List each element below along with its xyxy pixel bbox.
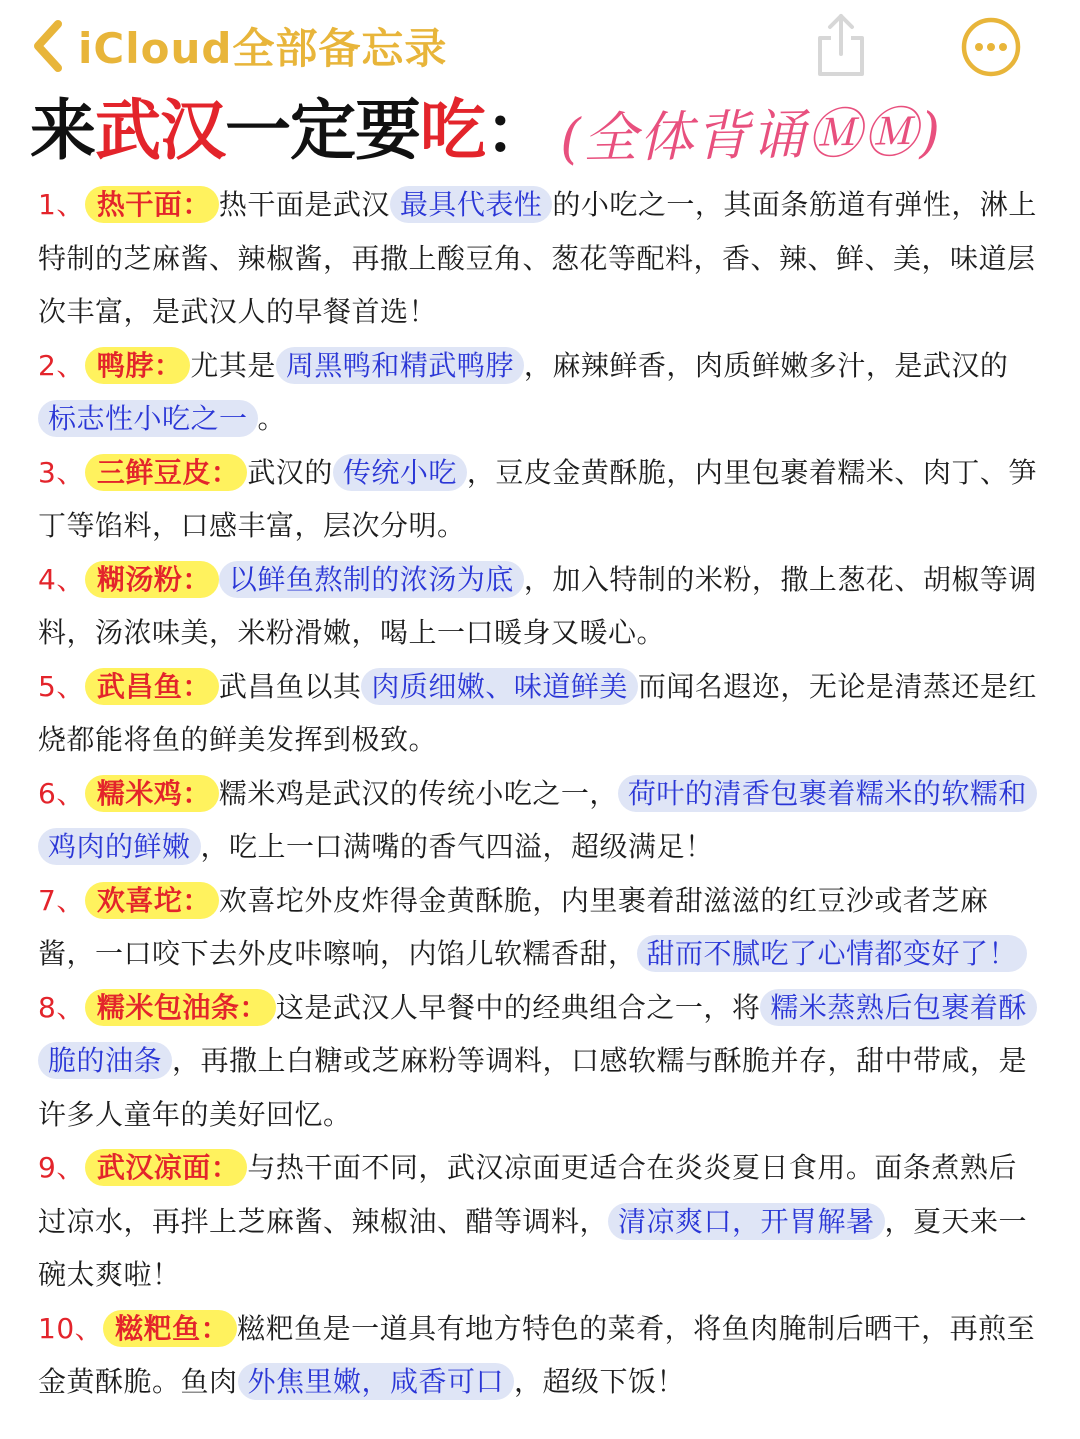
highlighted-phrase: 荷叶的清香包裹着糯米的软糯和鸡肉的鲜嫩 bbox=[38, 775, 1037, 866]
food-item bbox=[38, 339, 1038, 446]
food-item bbox=[38, 178, 1038, 339]
share-button[interactable] bbox=[812, 10, 870, 80]
highlighted-phrase: 最具代表性 bbox=[390, 186, 553, 223]
item-number: 5、 bbox=[38, 669, 85, 703]
description-text: ，加入特制的米粉，撒上葱花、胡椒等调料，汤浓味美，米粉滑嫩，喝上一口暖身又暖心。 bbox=[38, 562, 1037, 649]
description-text: 这是武汉人早餐中的经典组合之一，将 bbox=[275, 990, 761, 1024]
dish-name: 欢喜坨： bbox=[85, 882, 219, 919]
highlighted-phrase: 以鲜鱼熬制的浓汤为底 bbox=[219, 561, 524, 598]
dish-name: 糯米鸡： bbox=[85, 775, 219, 812]
food-item bbox=[38, 660, 1038, 767]
description-text: 而闻名遐迩，无论是清蒸还是红烧都能将鱼的鲜美发挥到极致。 bbox=[38, 669, 1037, 756]
description-text: 尤其是 bbox=[190, 348, 276, 382]
food-item bbox=[38, 1302, 1038, 1409]
description-text: 糯米鸡是武汉的传统小吃之一， bbox=[218, 776, 618, 810]
highlighted-phrase: 肉质细嫩、味道鲜美 bbox=[361, 668, 638, 705]
dish-name: 热干面： bbox=[85, 186, 219, 223]
item-number: 6、 bbox=[38, 776, 85, 810]
title-part: 一定要 bbox=[225, 92, 420, 169]
item-number: 3、 bbox=[38, 455, 85, 489]
food-item bbox=[38, 553, 1038, 660]
title-part: ： bbox=[485, 92, 550, 169]
title-highlight: 吃 bbox=[420, 92, 485, 169]
description-text: 。 bbox=[257, 402, 287, 435]
dish-name: 三鲜豆皮： bbox=[85, 454, 248, 491]
description-text: 糍粑鱼是一道具有地方特色的菜肴，将鱼肉腌制后晒干，再煎至金黄酥脆。鱼肉 bbox=[38, 1311, 1036, 1398]
description-text: 的小吃之一，其面条筋道有弹性，淋上特制的芝麻酱、辣椒酱，再撒上酸豆角、葱花等配料，香、辣、鲜、美，味道层次丰富，是武汉人的早餐首选！ bbox=[38, 188, 1037, 328]
item-number: 8、 bbox=[38, 990, 85, 1024]
highlighted-phrase: 传统小吃 bbox=[333, 454, 467, 491]
food-item bbox=[38, 981, 1038, 1142]
dish-name: 糯米包油条： bbox=[85, 989, 276, 1026]
dish-name: 糍粑鱼： bbox=[103, 1310, 237, 1347]
food-item bbox=[38, 446, 1038, 553]
description-text: 欢喜坨外皮炸得金黄酥脆，内里裹着甜滋滋的红豆沙或者芝麻酱，一口咬下去外皮咔嚓响，内馅儿软糯香甜， bbox=[38, 883, 989, 970]
dish-name: 武昌鱼： bbox=[85, 668, 219, 705]
dish-name: 武汉凉面： bbox=[85, 1149, 248, 1186]
highlighted-phrase: 标志性小吃之一 bbox=[38, 400, 258, 437]
title-handwritten-note: (全体背诵ⓂⓂ) bbox=[559, 100, 943, 170]
item-number: 2、 bbox=[38, 348, 85, 382]
title-part: 来 bbox=[30, 92, 95, 169]
note-title bbox=[30, 92, 942, 170]
highlighted-phrase: 糯米蒸熟后包裹着酥脆的油条 bbox=[38, 989, 1037, 1080]
description-text: 热干面是武汉 bbox=[218, 188, 390, 221]
item-number: 7、 bbox=[38, 883, 85, 917]
description-text: ，豆皮金黄酥脆，内里包裹着糯米、肉丁、笋丁等馅料，口感丰富，层次分明。 bbox=[38, 455, 1037, 542]
item-number: 4、 bbox=[38, 562, 85, 596]
food-item bbox=[38, 874, 1038, 981]
description-text: ，夏天来一碗太爽啦！ bbox=[38, 1204, 1028, 1291]
share-icon bbox=[812, 65, 870, 84]
more-button[interactable] bbox=[960, 16, 1022, 78]
highlighted-phrase: 外焦里嫩，咸香可口 bbox=[238, 1363, 515, 1400]
dish-name: 鸭脖： bbox=[85, 347, 191, 384]
description-text: ，超级下饭！ bbox=[514, 1365, 686, 1398]
title-highlight: 武汉 bbox=[95, 92, 225, 169]
description-text: ，再撒上白糖或芝麻粉等调料，口感软糯与酥脆并存，甜中带咸，是许多人童年的美好回忆。 bbox=[38, 1044, 1028, 1131]
note-body[interactable] bbox=[38, 178, 1038, 1409]
description-text: ，吃上一口满嘴的香气四溢，超级满足！ bbox=[200, 830, 714, 863]
food-item bbox=[38, 767, 1038, 874]
dish-name: 糊汤粉： bbox=[85, 561, 219, 598]
item-number: 1、 bbox=[38, 188, 85, 221]
more-icon bbox=[960, 63, 1022, 82]
description-text: 武昌鱼以其 bbox=[218, 669, 362, 703]
item-number: 9、 bbox=[38, 1151, 85, 1184]
description-text: 与热干面不同，武汉凉面更适合在炎炎夏日食用。面条煮熟后过凉水，再拌上芝麻酱、辣椒油、醋等调料， bbox=[38, 1151, 1017, 1238]
description-text: 武汉的 bbox=[247, 455, 333, 489]
highlighted-phrase: 周黑鸭和精武鸭脖 bbox=[276, 347, 524, 384]
back-button[interactable] bbox=[30, 14, 447, 78]
highlighted-phrase: 清凉爽口，开胃解暑 bbox=[608, 1203, 885, 1240]
description-text: ，麻辣鲜香，肉质鲜嫩多汁，是武汉的 bbox=[523, 348, 1009, 382]
chevron-left-icon bbox=[30, 19, 64, 73]
title-text bbox=[30, 92, 550, 169]
back-label: iCloud全部备忘录 bbox=[78, 24, 448, 73]
navigation-bar bbox=[0, 0, 1080, 92]
highlighted-phrase: 甜而不腻吃了心情都变好了！ bbox=[637, 935, 1028, 972]
food-item bbox=[38, 1141, 1038, 1302]
item-number: 10、 bbox=[38, 1311, 104, 1345]
